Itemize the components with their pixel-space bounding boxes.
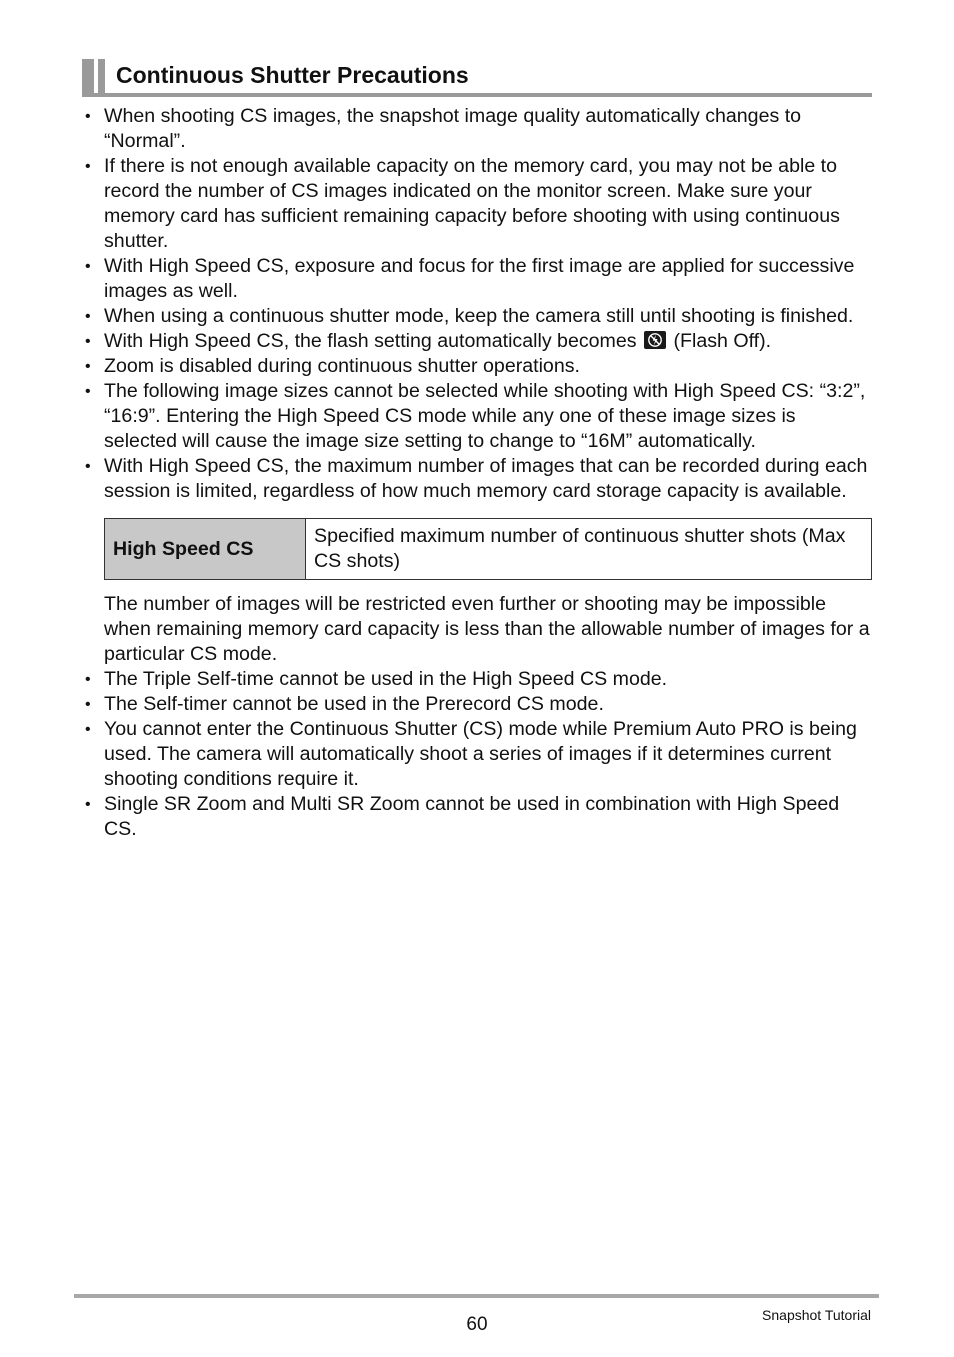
list-item: • If there is not enough available capacity on the memory card, you may not be able to record the number of CS images indicated on the monitor screen. Make sure your memory card has sufficient remaining capacity before shooting with using continuous shutter.: [84, 154, 874, 254]
footer-divider: [74, 1294, 879, 1298]
footer-section-name: Snapshot Tutorial: [762, 1307, 871, 1323]
main-content: [84, 104, 874, 842]
list-item: • The following image sizes cannot be selected while shooting with High Speed CS: “3:2”, “16:9”. Entering the High Speed CS mode while any one of these image sizes is selected will cause the image size setting to change to “16M” automatically.: [84, 379, 874, 454]
heading-bar-marker: [82, 59, 94, 95]
list-item: • Zoom is disabled during continuous shutter operations.: [84, 354, 874, 379]
table-value-cell: Specified maximum number of continuous shutter shots (Max CS shots): [306, 519, 872, 580]
heading-bar-marker-secondary: [98, 59, 105, 95]
list-item: • The Self-timer cannot be used in the Prerecord CS mode.: [84, 692, 874, 717]
list-item: • With High Speed CS, the maximum number of images that can be recorded during each session is limited, regardless of how much memory card storage capacity is available.: [84, 454, 874, 504]
table-row: [105, 519, 872, 580]
page-number: 60: [466, 1314, 488, 1335]
flash-text-before: With High Speed CS, the flash setting automatically becomes: [104, 330, 637, 352]
precautions-list: [84, 104, 874, 504]
list-item: • The Triple Self-time cannot be used in the High Speed CS mode.: [84, 667, 874, 692]
max-cs-shots-table: [104, 518, 872, 580]
page-title: Continuous Shutter Precautions: [116, 62, 469, 88]
section-heading: [82, 59, 872, 97]
list-item: • When using a continuous shutter mode, keep the camera still until shooting is finished.: [84, 304, 874, 329]
heading-underline: [82, 93, 872, 97]
list-item-flash: [84, 329, 874, 354]
list-item: • With High Speed CS, exposure and focus for the first image are applied for successive images as well.: [84, 254, 874, 304]
table-label-cell: High Speed CS: [105, 519, 306, 580]
list-item: • When shooting CS images, the snapshot image quality automatically changes to “Normal”.: [84, 104, 874, 154]
list-item: • You cannot enter the Continuous Shutter (CS) mode while Premium Auto PRO is being used. The camera will automatically shoot a series of images if it determines current shooting conditions require it.: [84, 717, 874, 792]
flash-text-after: (Flash Off).: [673, 330, 772, 352]
precautions-list-continued: [84, 667, 874, 842]
flash-off-icon: [644, 331, 666, 349]
table-note: The number of images will be restricted even further or shooting may be impossible when remaining memory card capacity is less than the allowable number of images for a particular CS mode.: [104, 593, 870, 665]
list-item: • Single SR Zoom and Multi SR Zoom cannot be used in combination with High Speed CS.: [84, 792, 874, 842]
